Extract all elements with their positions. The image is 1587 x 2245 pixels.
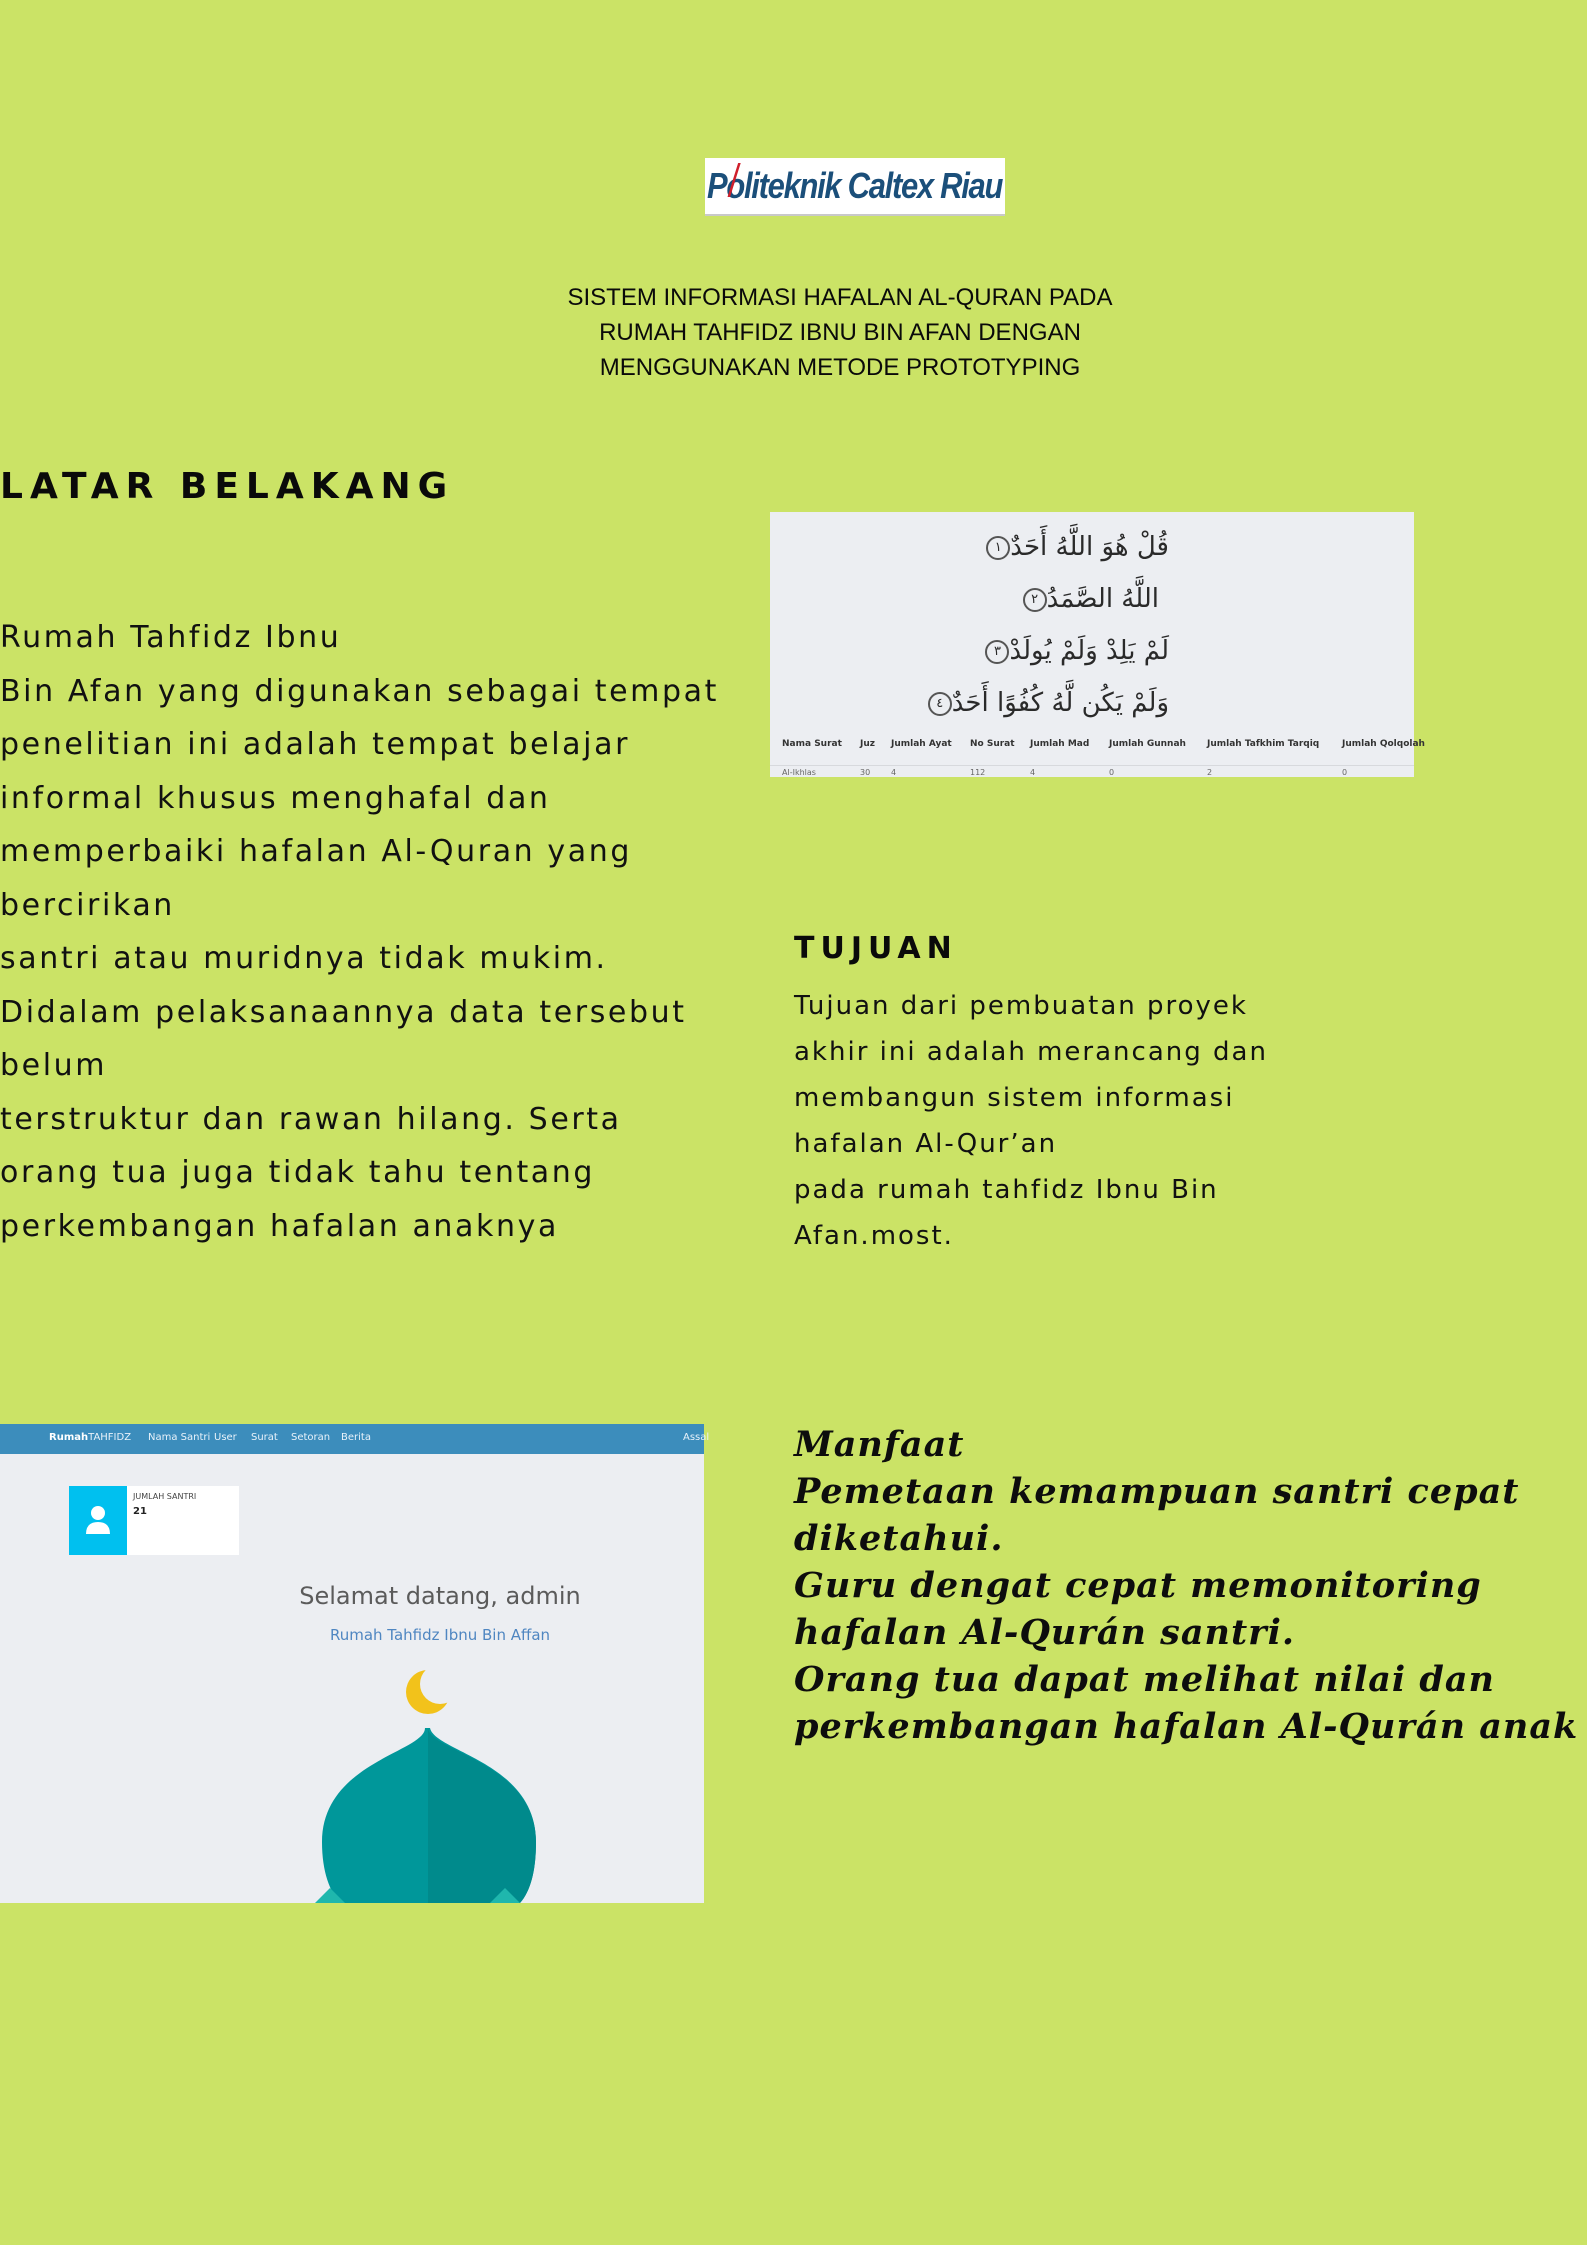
- table-row: Al-Ikhlas 30 4 112 4 0 2 0: [770, 765, 1414, 780]
- title-line: RUMAH TAHFIDZ IBNU BIN AFAN DENGAN: [599, 319, 1081, 346]
- user-icon: [69, 1486, 127, 1555]
- ayah-marker-icon: ٢: [1023, 588, 1047, 612]
- welcome-subtitle: Rumah Tahfidz Ibnu Bin Affan: [329, 1626, 551, 1644]
- admin-dashboard-screenshot: [0, 1424, 710, 1903]
- verse-line: وَلَمْ يَكُن لَّهُ كُفُوًا أَحَدٌ٤: [922, 688, 1169, 718]
- quran-surah-screenshot: [770, 512, 1425, 777]
- manfaat-section: [794, 1421, 1578, 1750]
- manfaat-line: Orang tua dapat melihat nilai dan: [794, 1659, 1496, 1700]
- document-title: [480, 280, 1200, 385]
- nav-item: Assal: [683, 1432, 710, 1443]
- santri-count-card: [69, 1486, 239, 1555]
- ayah-marker-icon: ٣: [985, 640, 1009, 664]
- tujuan-heading: TUJUAN: [794, 931, 958, 966]
- paragraph-line: perkembangan hafalan anaknya: [0, 1208, 559, 1244]
- paragraph-line: Didalam pelaksanaannya data tersebut: [0, 994, 687, 1030]
- paragraph-line: Tujuan dari pembuatan proyek: [794, 991, 1248, 1021]
- institution-logo: [705, 158, 1005, 216]
- paragraph-line: pada rumah tahfidz Ibnu Bin: [794, 1175, 1219, 1205]
- manfaat-line: hafalan Al-Qurán santri.: [794, 1612, 1296, 1653]
- column-header: No Surat: [970, 739, 1015, 749]
- title-line: MENGGUNAKAN METODE PROTOTYPING: [599, 354, 1081, 381]
- nav-item: Nama Santri: [148, 1432, 211, 1443]
- logo-text: Politeknik Caltex Riau: [707, 165, 1003, 206]
- column-header: Jumlah Gunnah: [1109, 739, 1186, 749]
- paragraph-line: santri atau muridnya tidak mukim.: [0, 941, 608, 976]
- paragraph-line: Bin Afan yang digunakan sebagai tempat: [0, 673, 719, 709]
- column-header: Jumlah Mad: [1030, 739, 1090, 749]
- manfaat-heading: Manfaat: [794, 1424, 965, 1465]
- stat-label: JUMLAH SANTRI: [133, 1492, 197, 1501]
- paragraph-line: Rumah Tahfidz Ibnu: [0, 620, 342, 655]
- manfaat-line: Guru dengat cepat memonitoring: [794, 1565, 1482, 1606]
- column-header: Jumlah Ayat: [891, 739, 952, 749]
- dashboard-navbar: [0, 1424, 710, 1454]
- paragraph-line: penelitian ini adalah tempat belajar: [0, 727, 631, 762]
- paragraph-line: memperbaiki hafalan Al-Quran yang: [0, 834, 633, 869]
- nav-item: Setoran: [291, 1432, 331, 1443]
- verse-line: اللَّهُ الصَّمَدُ٢: [1017, 584, 1159, 614]
- ayah-marker-icon: ٤: [928, 692, 952, 716]
- paragraph-line: bercirikan: [0, 887, 175, 923]
- paragraph-line: terstruktur dan rawan hilang. Serta: [0, 1101, 622, 1137]
- paragraph-line: membangun sistem informasi: [794, 1083, 1235, 1113]
- ayah-marker-icon: ١: [986, 536, 1010, 560]
- paragraph-line: informal khusus menghafal dan: [0, 780, 551, 816]
- title-line: SISTEM INFORMASI HAFALAN AL-QURAN PADA: [567, 284, 1113, 311]
- manfaat-line: perkembangan hafalan Al-Qurán anak: [794, 1706, 1579, 1747]
- surah-table-header: [770, 739, 1425, 759]
- nav-item: User: [214, 1432, 237, 1443]
- tujuan-text: [794, 983, 1268, 1259]
- paragraph-line: akhir ini adalah merancang dan: [794, 1037, 1268, 1067]
- nav-item: Surat: [251, 1432, 278, 1443]
- dashboard-brand: RumahTAHFIDZ: [49, 1432, 132, 1443]
- manfaat-line: diketahui.: [794, 1518, 1004, 1559]
- verse-line: لَمْ يَلِدْ وَلَمْ يُولَدْ٣: [979, 636, 1169, 666]
- stat-value: 21: [133, 1506, 147, 1517]
- paragraph-line: hafalan Al-Qur’an: [794, 1129, 1058, 1159]
- paragraph-line: Afan.most.: [794, 1221, 954, 1251]
- column-header: Jumlah Tafkhim Tarqiq: [1207, 739, 1320, 749]
- latar-belakang-heading: LATAR BELAKANG: [0, 466, 455, 507]
- column-header: Jumlah Qolqolah: [1342, 739, 1425, 749]
- manfaat-line: Pemetaan kemampuan santri cepat: [794, 1471, 1520, 1512]
- column-header: Nama Surat: [782, 739, 842, 749]
- verse-line: قُلْ هُوَ اللَّهُ أَحَدٌ١: [980, 532, 1169, 562]
- paragraph-line: orang tua juga tidak tahu tentang: [0, 1155, 596, 1190]
- paragraph-line: belum: [0, 1048, 108, 1083]
- mosque-dome-icon: [300, 1662, 560, 1903]
- column-header: Juz: [860, 739, 875, 749]
- welcome-message: Selamat datang, admin: [299, 1582, 581, 1610]
- latar-belakang-text: [0, 611, 719, 1253]
- nav-item: Berita: [341, 1432, 371, 1443]
